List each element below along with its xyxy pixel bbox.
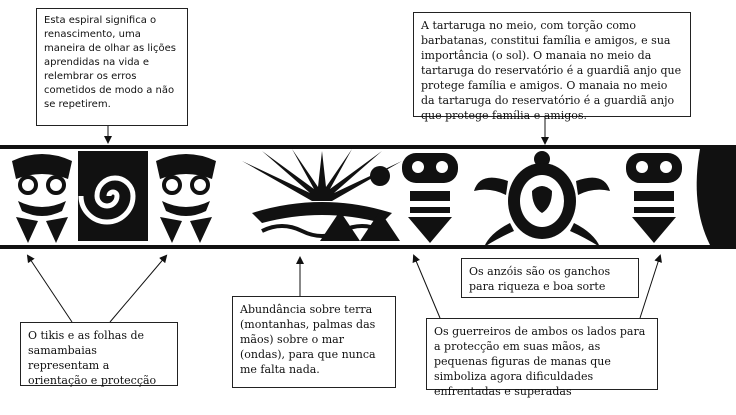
tiki-left <box>12 154 72 243</box>
warrior-left <box>402 153 458 243</box>
tiki-right <box>156 154 216 243</box>
turtle-symbol <box>474 151 610 247</box>
label-spiral: Esta espiral significa o renascimento, uma maneira de olhar as lições aprendidas na vida e relembrar os erros cometidos de modo a não se repetirem. <box>36 8 188 126</box>
warrior-right <box>626 153 682 243</box>
label-turtle: A tartaruga no meio, com torção como barbatanas, constitui família e amigos, e sua importância (o sol). O manaia no meio da tartaruga do reservatório é a guardiã anjo que protege família e amigos. O manaia no meio da tartaruga do reservatório é a guardiã anjo que protege família e amigos. <box>413 12 691 117</box>
label-tikis: O tikis e as folhas de samambaias representam a orientação e protecção <box>20 322 178 386</box>
spiral-symbol <box>78 151 148 241</box>
label-hooks: Os anzóis são os ganchos para riqueza e boa sorte <box>461 258 639 298</box>
polynesian-band-illustration <box>0 145 736 249</box>
label-warriors: Os guerreiros de ambos os lados para a protecção em suas mãos, as pequenas figuras de manas que simboliza agora dificuldades enfrentadas e superadas <box>426 318 658 390</box>
label-abundance: Abundância sobre terra (montanhas, palmas das mãos) sobre o mar (ondas), para que nunca me falta nada. <box>232 296 396 388</box>
tattoo-band <box>0 145 736 249</box>
